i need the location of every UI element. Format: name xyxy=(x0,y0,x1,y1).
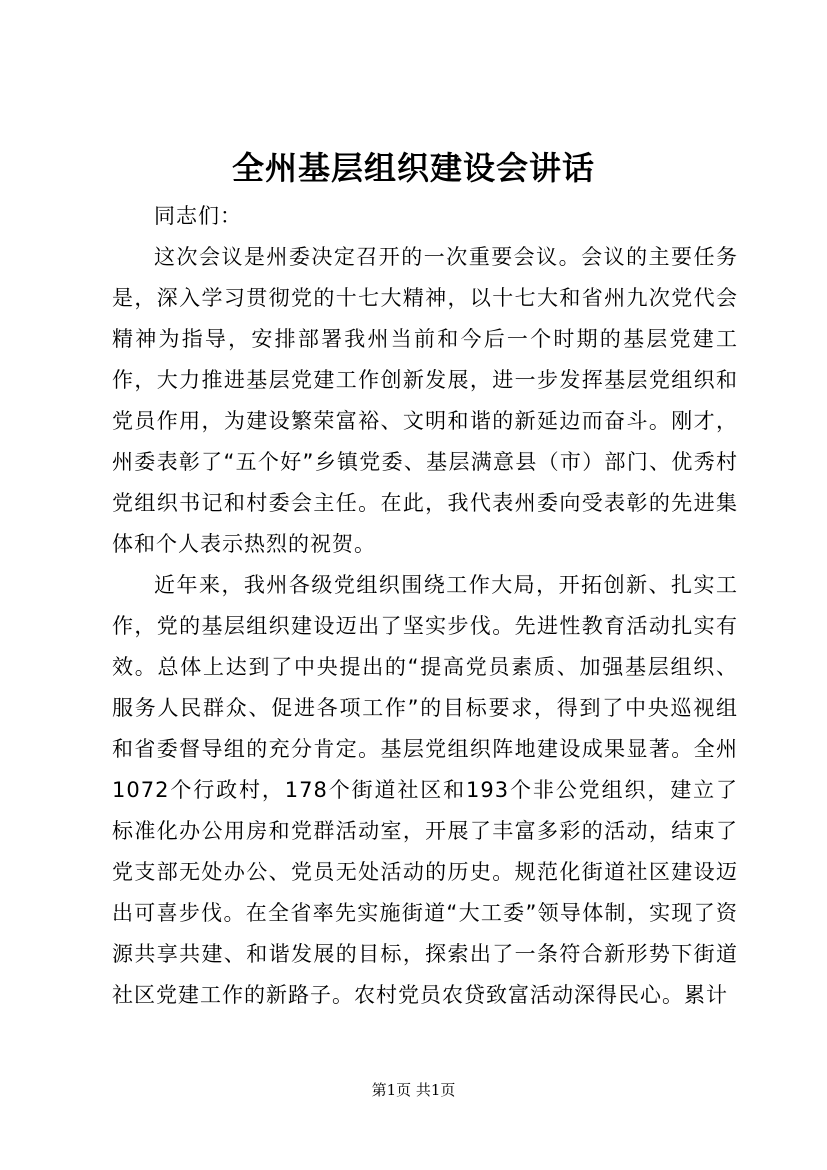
salutation: 同志们： xyxy=(154,204,242,228)
page-footer: 第1页 共1页 xyxy=(371,1081,456,1099)
document-body xyxy=(112,196,738,1016)
paragraph-1: 这次会议是州委决定召开的一次重要会议。会议的主要任务是，深入学习贯彻党的十七大精神，以十七大和省州九次党代会精神为指导，安排部署我州当前和今后一个时期的基层党建工作，大力推进基层党建工作创新发展，进一步发挥基层党组织和党员作用，为建设繁荣富裕、文明和谐的新延边而奋斗。刚才，州委表彰了“五个好”乡镇党委、基层满意县（市）部门、优秀村党组织书记和村委会主任。在此，我代表州委向受表彰的先进集体和个人表示热烈的祝贺。 xyxy=(112,245,738,556)
document-title: 全州基层组织建设会讲话 xyxy=(231,149,595,187)
paragraph-2: 近年来，我州各级党组织围绕工作大局，开拓创新、扎实工作，党的基层组织建设迈出了坚实步伐。先进性教育活动扎实有效。总体上达到了中央提出的“提高党员素质、加强基层组织、服务人民群众、促进各项工作”的目标要求，得到了中央巡视组和省委督导组的充分肯定。基层党组织阵地建设成果显著。全州1072个行政村，178个街道社区和193个非公党组织，建立了标准化办公用房和党群活动室，开展了丰富多彩的活动，结束了党支部无处办公、党员无处活动的历史。规范化街道社区建设迈出可喜步伐。在全省率先实施街道“大工委”领导体制，实现了资源共享共建、和谐发展的目标，探索出了一条符合新形势下街道社区党建工作的新路子。农村党员农贷致富活动深得民心。累计 xyxy=(112,573,738,1007)
